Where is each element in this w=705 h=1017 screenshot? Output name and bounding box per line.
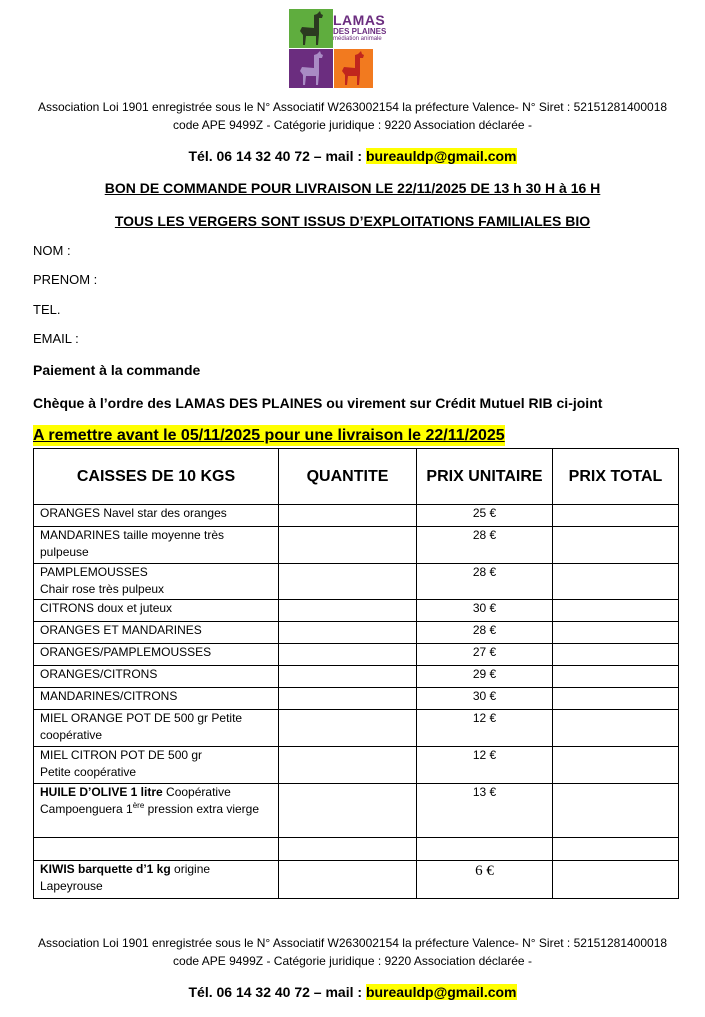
empty-cell[interactable] bbox=[34, 838, 279, 861]
product-name: MIEL ORANGE POT DE 500 gr Petite coopérative bbox=[34, 710, 279, 747]
footer-email-link[interactable]: bureauldp@gmail.com bbox=[365, 984, 517, 1000]
header-assoc-line2: code APE 9499Z - Catégorie juridique : 9220 Association déclarée - bbox=[173, 118, 532, 132]
orchards-note: TOUS LES VERGERS SONT ISSUS D’EXPLOITATIONS FAMILIALES BIO bbox=[114, 213, 591, 229]
col-header-unit-price: PRIX UNITAIRE bbox=[417, 449, 553, 505]
field-tel: TEL. bbox=[33, 302, 61, 317]
product-name-line2: Petite coopérative bbox=[40, 765, 137, 779]
product-name-bold: HUILE D’OLIVE 1 litre bbox=[40, 785, 163, 799]
total-cell[interactable] bbox=[553, 505, 679, 527]
product-name bbox=[34, 861, 279, 899]
total-cell[interactable] bbox=[553, 688, 679, 710]
quantity-cell[interactable] bbox=[279, 622, 417, 644]
empty-cell[interactable] bbox=[279, 838, 417, 861]
header-email-link[interactable]: bureauldp@gmail.com bbox=[365, 148, 517, 164]
product-name: ORANGES Navel star des oranges bbox=[34, 505, 279, 527]
product-name: ORANGES/PAMPLEMOUSSES bbox=[34, 644, 279, 666]
table-row bbox=[34, 644, 679, 666]
product-name-rest: origine Lapeyrouse bbox=[40, 862, 211, 893]
field-email: EMAIL : bbox=[33, 331, 79, 346]
deadline-note: A remettre avant le 05/11/2025 pour une livraison le 22/11/2025 bbox=[33, 427, 505, 444]
total-cell[interactable] bbox=[553, 564, 679, 600]
order-title: BON DE COMMANDE POUR LIVRAISON LE 22/11/2025 DE 13 h 30 H à 16 H bbox=[104, 180, 601, 196]
llama-icon bbox=[289, 9, 333, 48]
product-name: MANDARINES/CITRONS bbox=[34, 688, 279, 710]
unit-price: 13 € bbox=[417, 784, 553, 838]
footer-phone: Tél. 06 14 32 40 72 – mail : bbox=[188, 984, 366, 1000]
payment-line1: Paiement à la commande bbox=[33, 362, 201, 378]
quantity-cell[interactable] bbox=[279, 784, 417, 838]
llama-tile-orange bbox=[334, 49, 373, 88]
product-name: MANDARINES taille moyenne très pulpeuse bbox=[34, 527, 279, 564]
product-name bbox=[34, 564, 279, 600]
table-row bbox=[34, 688, 679, 710]
header-contact bbox=[0, 146, 705, 166]
table-row-empty bbox=[34, 838, 679, 861]
total-cell[interactable] bbox=[553, 666, 679, 688]
logo bbox=[289, 9, 417, 88]
logo-name-line2: DES PLAINES bbox=[333, 27, 387, 36]
empty-cell[interactable] bbox=[553, 838, 679, 861]
quantity-cell[interactable] bbox=[279, 688, 417, 710]
unit-price: 25 € bbox=[417, 505, 553, 527]
llama-tile-purple bbox=[289, 49, 333, 88]
table-row bbox=[34, 784, 679, 838]
product-name: ORANGES ET MANDARINES bbox=[34, 622, 279, 644]
product-name-line1: PAMPLEMOUSSES bbox=[40, 565, 148, 579]
product-name: ORANGES/CITRONS bbox=[34, 666, 279, 688]
quantity-cell[interactable] bbox=[279, 710, 417, 747]
product-name-part1: Coopérative Campoenguera 1 bbox=[40, 785, 231, 816]
table-row bbox=[34, 747, 679, 784]
unit-price: 28 € bbox=[417, 564, 553, 600]
product-name bbox=[34, 747, 279, 784]
product-name: CITRONS doux et juteux bbox=[34, 600, 279, 622]
llama-icon bbox=[289, 49, 333, 88]
total-cell[interactable] bbox=[553, 644, 679, 666]
unit-price: 12 € bbox=[417, 747, 553, 784]
quantity-cell[interactable] bbox=[279, 861, 417, 899]
quantity-cell[interactable] bbox=[279, 666, 417, 688]
llama-tile-green bbox=[289, 9, 333, 48]
table-row bbox=[34, 527, 679, 564]
unit-price: 28 € bbox=[417, 622, 553, 644]
unit-price: 29 € bbox=[417, 666, 553, 688]
product-name-sup: ère bbox=[132, 801, 145, 810]
logo-tagline: médiation animale bbox=[333, 36, 382, 42]
col-header-quantity: QUANTITE bbox=[279, 449, 417, 505]
unit-price: 6 € bbox=[417, 861, 553, 899]
product-name-line1: MIEL CITRON POT DE 500 gr bbox=[40, 748, 203, 762]
unit-price: 27 € bbox=[417, 644, 553, 666]
unit-price: 30 € bbox=[417, 600, 553, 622]
unit-price: 30 € bbox=[417, 688, 553, 710]
table-row bbox=[34, 600, 679, 622]
footer-contact bbox=[0, 982, 705, 1002]
quantity-cell[interactable] bbox=[279, 505, 417, 527]
empty-cell[interactable] bbox=[417, 838, 553, 861]
payment-line2: Chèque à l’ordre des LAMAS DES PLAINES ou virement sur Crédit Mutuel RIB ci-joint bbox=[33, 395, 603, 411]
product-name-part2: pression extra vierge bbox=[144, 802, 260, 816]
header-phone: Tél. 06 14 32 40 72 – mail : bbox=[188, 148, 366, 164]
table-row bbox=[34, 622, 679, 644]
col-header-total-price: PRIX TOTAL bbox=[553, 449, 679, 505]
total-cell[interactable] bbox=[553, 527, 679, 564]
header-assoc-line1: Association Loi 1901 enregistrée sous le N° Associatif W263002154 la préfecture Valence- N° Siret : 52151281400018 bbox=[37, 100, 668, 114]
total-cell[interactable] bbox=[553, 784, 679, 838]
product-name-bold: KIWIS barquette d’1 kg bbox=[40, 862, 171, 876]
table-row bbox=[34, 710, 679, 747]
footer-assoc-line2: code APE 9499Z - Catégorie juridique : 9220 Association déclarée - bbox=[173, 954, 532, 968]
total-cell[interactable] bbox=[553, 622, 679, 644]
logo-name-line1: LAMAS bbox=[333, 12, 386, 28]
total-cell[interactable] bbox=[553, 600, 679, 622]
unit-price: 12 € bbox=[417, 710, 553, 747]
table-row bbox=[34, 861, 679, 899]
total-cell[interactable] bbox=[553, 861, 679, 899]
quantity-cell[interactable] bbox=[279, 600, 417, 622]
product-name bbox=[34, 784, 279, 838]
unit-price: 28 € bbox=[417, 527, 553, 564]
quantity-cell[interactable] bbox=[279, 527, 417, 564]
total-cell[interactable] bbox=[553, 710, 679, 747]
field-nom: NOM : bbox=[33, 243, 71, 258]
col-header-product: CAISSES DE 10 KGS bbox=[34, 449, 279, 505]
field-prenom: PRENOM : bbox=[33, 272, 98, 287]
footer-assoc-line1: Association Loi 1901 enregistrée sous le N° Associatif W263002154 la préfecture Valence- N° Siret : 52151281400018 bbox=[37, 936, 668, 950]
product-name-line2: Chair rose très pulpeux bbox=[40, 582, 165, 596]
quantity-cell[interactable] bbox=[279, 644, 417, 666]
table-row bbox=[34, 666, 679, 688]
llama-icon bbox=[334, 49, 373, 88]
logo-text bbox=[333, 13, 417, 45]
order-table bbox=[33, 448, 679, 899]
table-row bbox=[34, 505, 679, 527]
total-cell[interactable] bbox=[553, 747, 679, 784]
table-header-row bbox=[34, 449, 679, 505]
quantity-cell[interactable] bbox=[279, 747, 417, 784]
table-row bbox=[34, 564, 679, 600]
quantity-cell[interactable] bbox=[279, 564, 417, 600]
